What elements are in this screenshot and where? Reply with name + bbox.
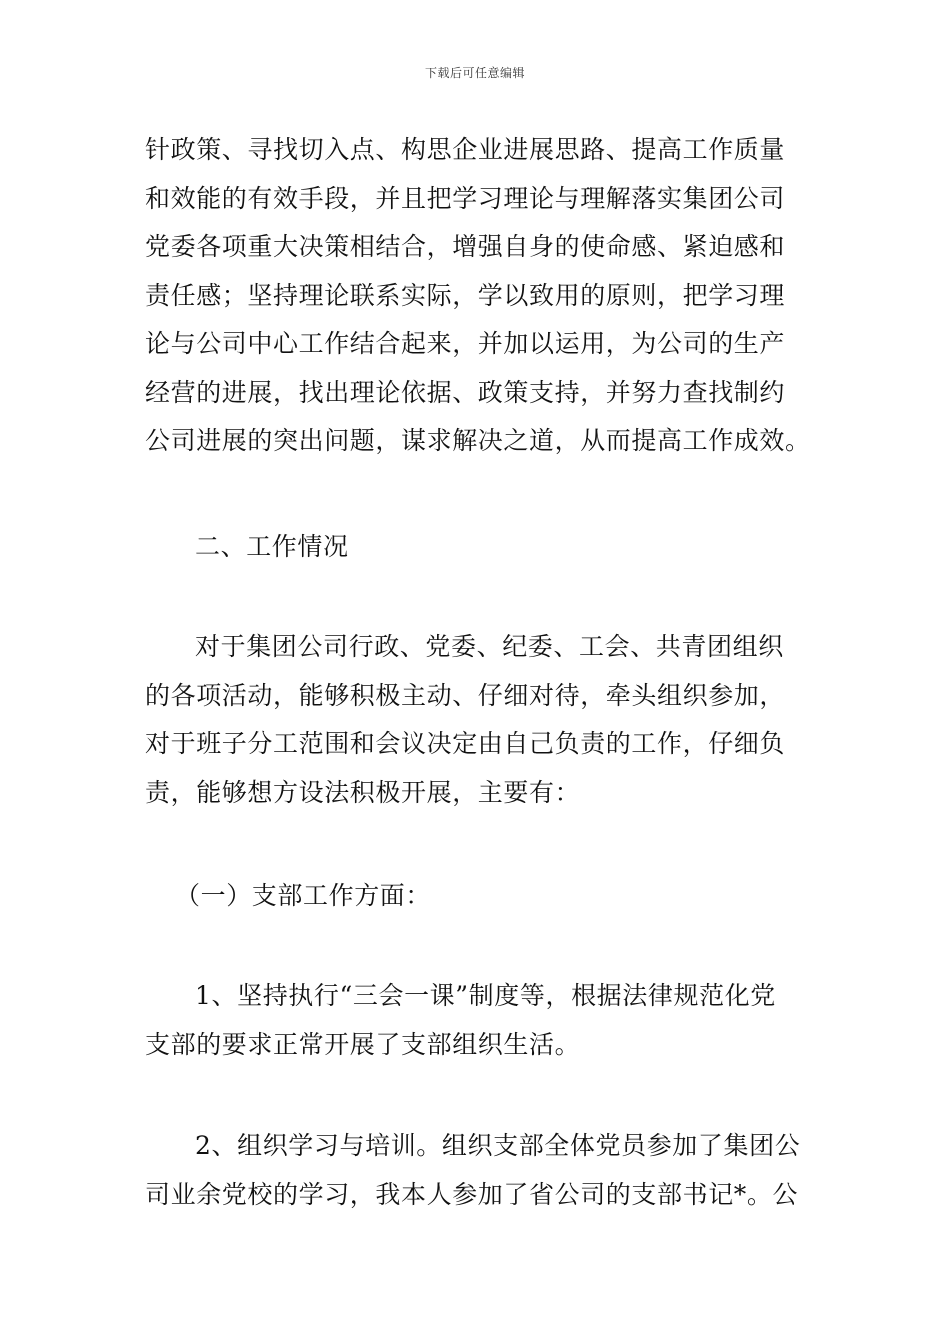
text-line: 公司进展的突出问题，谋求解决之道，从而提高工作成效。: [145, 426, 811, 455]
text-line: 司业余党校的学习，我本人参加了省公司的支部书记*。公: [145, 1179, 799, 1209]
text-line: 责，能够想方设法积极开展，主要有：: [145, 777, 581, 807]
subsection-heading: （一）支部工作方面：: [175, 881, 432, 910]
text-line: 2、组织学习与培训。组织支部全体党员参加了集团公: [195, 1131, 801, 1160]
text-line: 责任感；坚持理论联系实际，学以致用的原则，把学习理: [145, 280, 786, 310]
text-line: 对于集团公司行政、党委、纪委、工会、共青团组织: [195, 632, 784, 661]
section-heading-work-situation: [145, 523, 810, 572]
text-line: 支部的要求正常开展了支部组织生活。: [145, 1029, 581, 1059]
text-line: 的各项活动，能够积极主动、仔细对待，牵头组织参加，: [145, 680, 786, 710]
text-line: 和效能的有效手段，并且把学习理论与理解落实集团公司: [145, 183, 786, 213]
paragraph-study-theory: [145, 126, 810, 466]
paragraph-work-activities: [145, 623, 810, 817]
header-note: 下载后可任意编辑: [424, 66, 525, 80]
subsection-heading-branch-work: [145, 872, 810, 921]
text-line: 论与公司中心工作结合起来，并加以运用，为公司的生产: [145, 329, 786, 358]
text-line: 1、坚持执行“三会一课”制度等，根据法律规范化党: [195, 981, 776, 1010]
list-item-study-training: [145, 1122, 810, 1219]
text-line: 对于班子分工范围和会议决定由自己负责的工作，仔细负: [145, 729, 786, 758]
text-line: 针政策、寻找切入点、构思企业进展思路、提高工作质量: [145, 135, 786, 164]
text-line: 党委各项重大决策相结合，增强自身的使命感、紧迫感和: [145, 232, 786, 261]
section-heading: 二、工作情况: [195, 532, 349, 561]
list-item-three-meetings: [145, 972, 810, 1069]
text-line: 经营的进展，找出理论依据、政策支持，并努力查找制约: [145, 377, 786, 407]
